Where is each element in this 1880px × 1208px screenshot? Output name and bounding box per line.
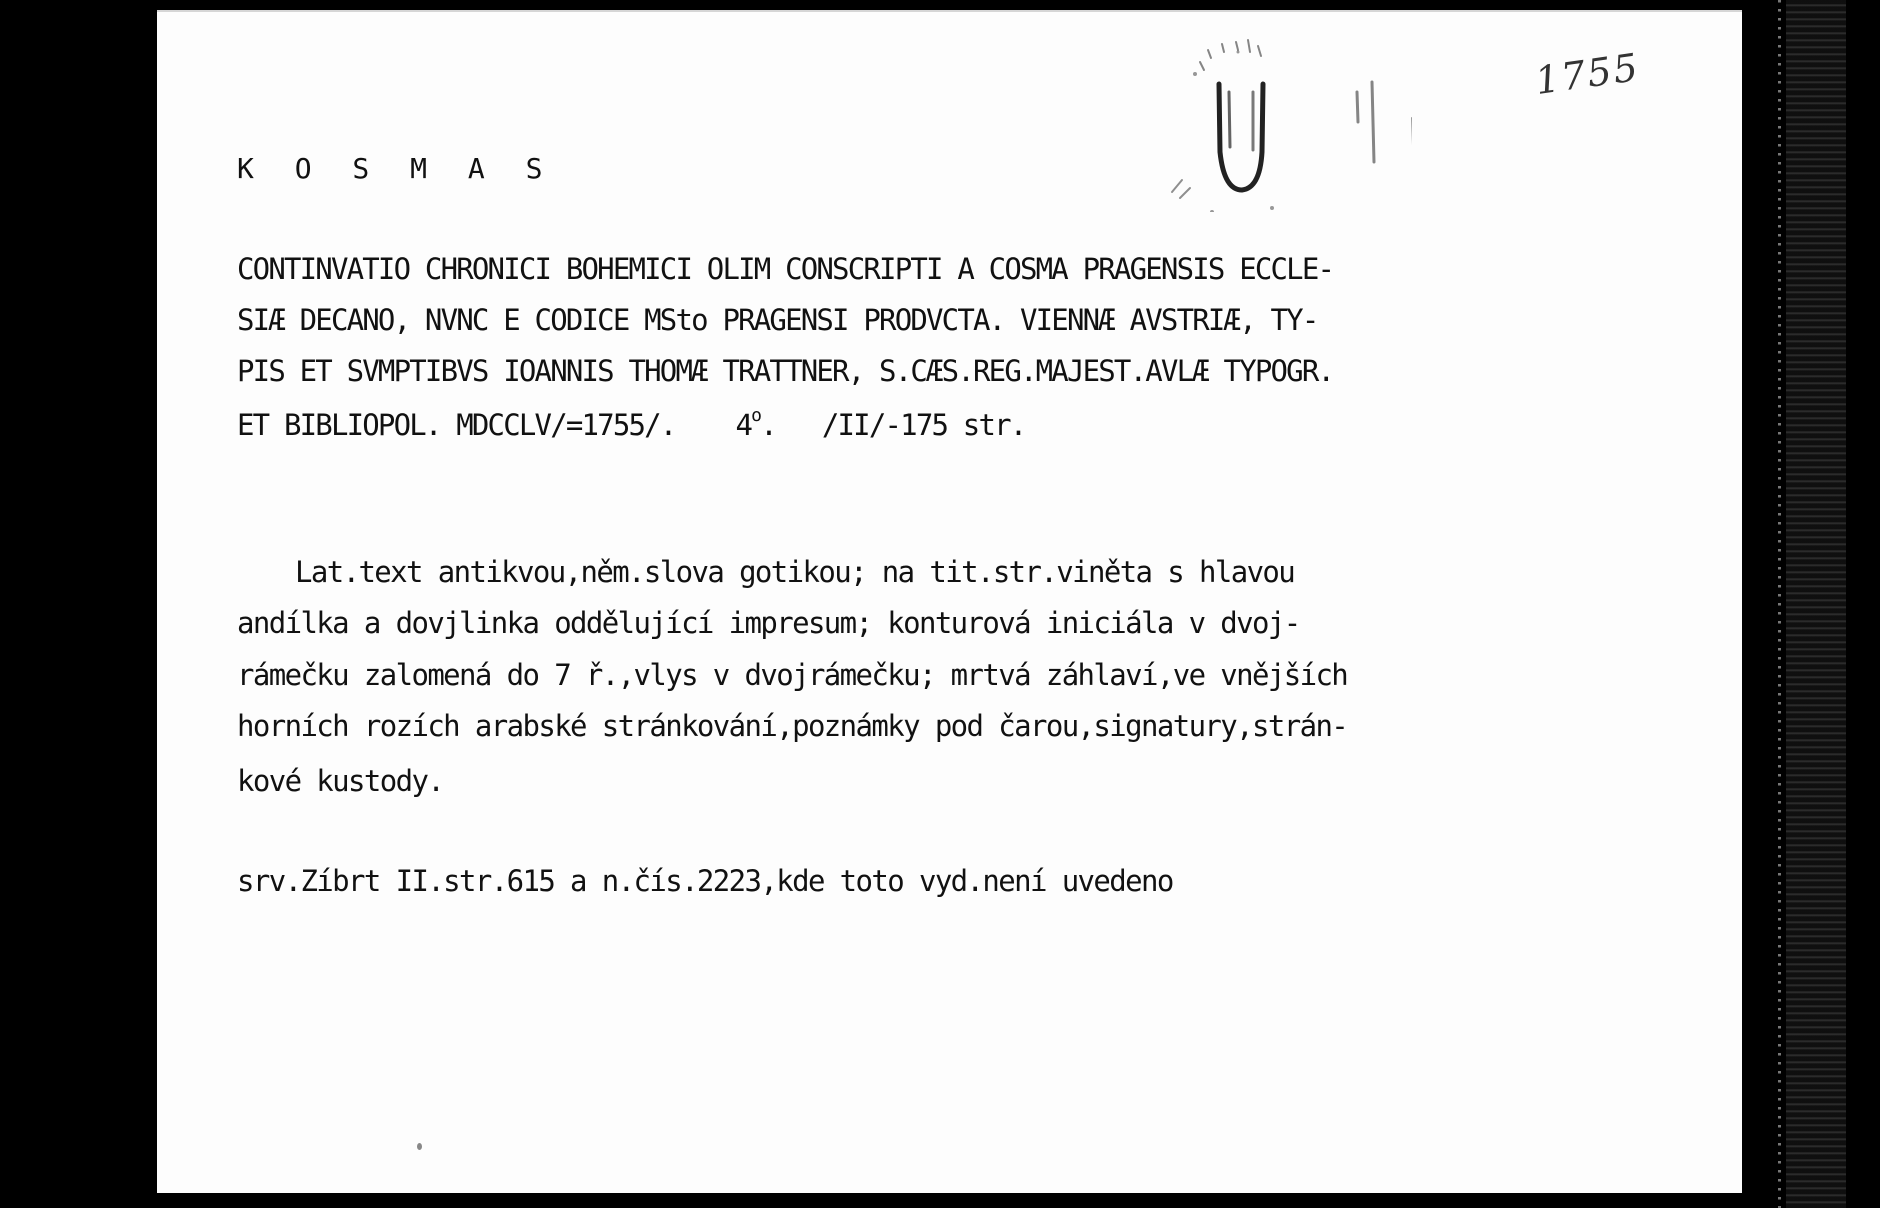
format-suffix: . bbox=[760, 408, 776, 442]
description-line-1: CONTINVATIO CHRONICI BOHEMICI OLIM CONSCRIPTI A COSMA PRAGENSIS ECCLE- bbox=[237, 252, 1334, 286]
note-line-4: horních rozích arabské stránkování,poznámky pod čarou,signatury,strán- bbox=[237, 709, 1348, 743]
imprint-text: ET BIBLIOPOL. MDCCLV/=1755/. bbox=[237, 408, 676, 442]
scan-edge-strip bbox=[1786, 0, 1846, 1208]
reference-line: srv.Zíbrt II.str.615 a n.čís.2223,kde toto vyd.není uvedeno bbox=[237, 864, 1173, 898]
handwritten-year: 1755 bbox=[1532, 44, 1643, 104]
dust-speck bbox=[417, 1143, 422, 1150]
scan-edge-artifact bbox=[1778, 0, 1781, 1208]
note-line-5: kové kustody. bbox=[237, 764, 444, 798]
note-line-1: Lat.text antikvou,něm.slova gotikou; na tit.str.viněta s hlavou bbox=[295, 555, 1295, 589]
stamp-icon bbox=[1112, 22, 1412, 212]
note-line-2: andílka a dovjlinka oddělující impresum; konturová iniciála v dvoj- bbox=[237, 606, 1300, 640]
note-line-3: rámečku zalomená do 7 ř.,vlys v dvojrámečku; mrtvá záhlaví,ve vnějších bbox=[237, 658, 1348, 692]
description-line-2: SIÆ DECANO, NVNC E CODICE MSto PRAGENSI PRODVCTA. VIENNÆ AVSTRIÆ, TY- bbox=[237, 303, 1318, 337]
format-size bbox=[735, 405, 775, 442]
catalog-card bbox=[157, 10, 1742, 1193]
author-heading: K O S M A S bbox=[237, 152, 555, 185]
page-count: /II/-175 str. bbox=[821, 408, 1026, 442]
format-degree: o bbox=[751, 405, 761, 426]
format-number: 4 bbox=[735, 408, 752, 442]
description-line-4 bbox=[237, 405, 1025, 442]
description-line-3: PIS ET SVMPTIBVS IOANNIS THOMÆ TRATTNER, S.CÆS.REG.MAJEST.AVLÆ TYPOGR. bbox=[237, 354, 1334, 388]
